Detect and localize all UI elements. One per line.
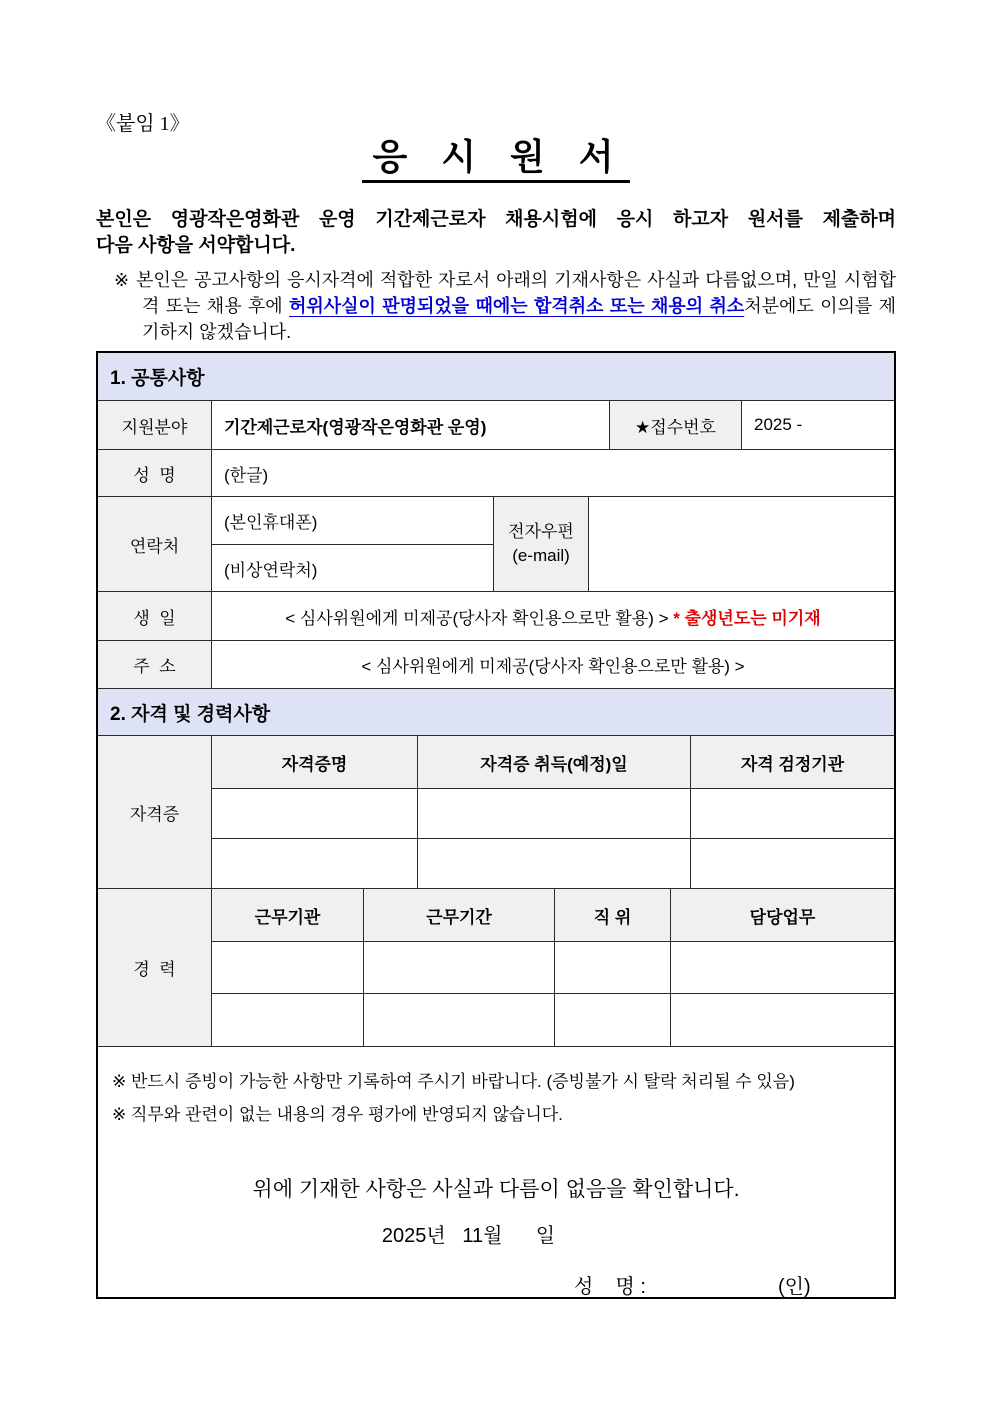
address-value-cell: < 심사위원에게 미제공(당사자 확인용으로만 활용) > [211,641,894,688]
confirmation-statement: 위에 기재한 사항은 사실과 다름이 없음을 확인합니다. [252,1178,740,1201]
career-row1-position-cell[interactable] [554,941,670,993]
career-row2-org-cell[interactable] [211,993,363,1046]
career-table [98,888,894,1046]
apply-field-label: 지원분야 [98,401,211,449]
row-apply-field [98,400,894,449]
notice-suffix: 처분에도 이의를 제기하지 않겠습니다. [142,296,896,342]
receipt-no-label: ★접수번호 [609,401,741,449]
career-header-duty: 담당업무 [670,889,894,941]
apply-field-value: 기간제근로자(영광작은영화관 운영) [211,401,609,449]
cert-row1-name-cell[interactable] [211,788,417,838]
page-title: 응 시 원 서 [362,136,629,183]
email-label-line2: (e-mail) [512,546,570,565]
date-line: 2025년 11월 일 [381,1225,556,1247]
row-name [98,449,894,496]
cert-header-agency: 자격 검정기관 [690,736,894,788]
row-address [98,640,894,688]
contact-phone-cell[interactable]: (본인휴대폰) [211,497,493,544]
row-contact [98,496,894,591]
cert-row2-name-cell[interactable] [211,838,417,888]
footer-note-1: ※ 반드시 증빙이 가능한 사항만 기록하여 주시기 바랍니다. (증빙불가 시 탈락 처리될 수 있음) [112,1072,795,1091]
cert-row2-date-cell[interactable] [417,838,690,888]
section-1-header: 1. 공통사항 [98,353,894,400]
cert-row1-date-cell[interactable] [417,788,690,838]
cert-header-date: 자격증 취득(예정)일 [417,736,690,788]
cert-header-name: 자격증명 [211,736,417,788]
birth-value-cell [211,592,894,640]
certificate-table [98,735,894,888]
oath-notice [96,267,896,345]
email-label-line1: 전자우편 [508,522,574,541]
career-row1-period-cell[interactable] [363,941,554,993]
receipt-no-value[interactable]: 2025 - [741,401,894,449]
pledge-line-2: 다음 사항을 서약합니다. [96,235,296,256]
footer-note-2: ※ 직무와 관련이 없는 내용의 경우 평가에 반영되지 않습니다. [112,1105,563,1124]
attachment-label: 《붙임 1》 [96,113,190,135]
section-2-header: 2. 자격 및 경력사항 [98,688,894,735]
career-row2-position-cell[interactable] [554,993,670,1046]
career-label: 경 력 [98,889,211,1046]
name-input-cell[interactable]: (한글) [211,450,894,496]
email-input-cell[interactable] [588,497,894,591]
name-label: 성 명 [98,450,211,496]
career-header-org: 근무기관 [211,889,363,941]
pledge-line-1: 본인은 영광작은영화관 운영 기간제근로자 채용시험에 응시 하고자 원서를 제출하며 [96,209,896,230]
title-wrap [96,136,896,183]
career-row1-org-cell[interactable] [211,941,363,993]
career-header-position: 직 위 [554,889,670,941]
row-birth [98,591,894,640]
career-row2-period-cell[interactable] [363,993,554,1046]
cert-row1-agency-cell[interactable] [690,788,894,838]
pledge-paragraph [96,207,896,259]
footer-block [98,1046,894,1297]
address-label: 주 소 [98,641,211,688]
birth-value: < 심사위원에게 미제공(당사자 확인용으로만 활용) > [285,608,674,628]
notice-highlight: 허위사실이 판명되었을 때에는 합격취소 또는 채용의 취소 [289,296,745,316]
notice-prefix: 본인은 공고사항의 응시자격에 적합한 자로서 아래의 기재사항은 사실과 다름없으며, 만일 시험합격 또는 채용 후에 [135,270,896,316]
certificate-label: 자격증 [98,736,211,888]
contact-label: 연락처 [98,497,211,591]
cert-row2-agency-cell[interactable] [690,838,894,888]
email-label [493,497,588,591]
application-form-table [96,351,896,1299]
contact-emergency-cell[interactable]: (비상연락처) [211,544,493,591]
career-header-period: 근무기간 [363,889,554,941]
career-row1-duty-cell[interactable] [670,941,894,993]
birth-red-note: * 출생년도는 미기재 [673,608,821,628]
birth-label: 생 일 [98,592,211,640]
signature-line [112,1270,880,1299]
signature-name-label: 성 명 : [574,1276,646,1298]
notice-marker: ※ [114,270,136,290]
seal-mark: (인) [777,1276,811,1298]
career-row2-duty-cell[interactable] [670,993,894,1046]
